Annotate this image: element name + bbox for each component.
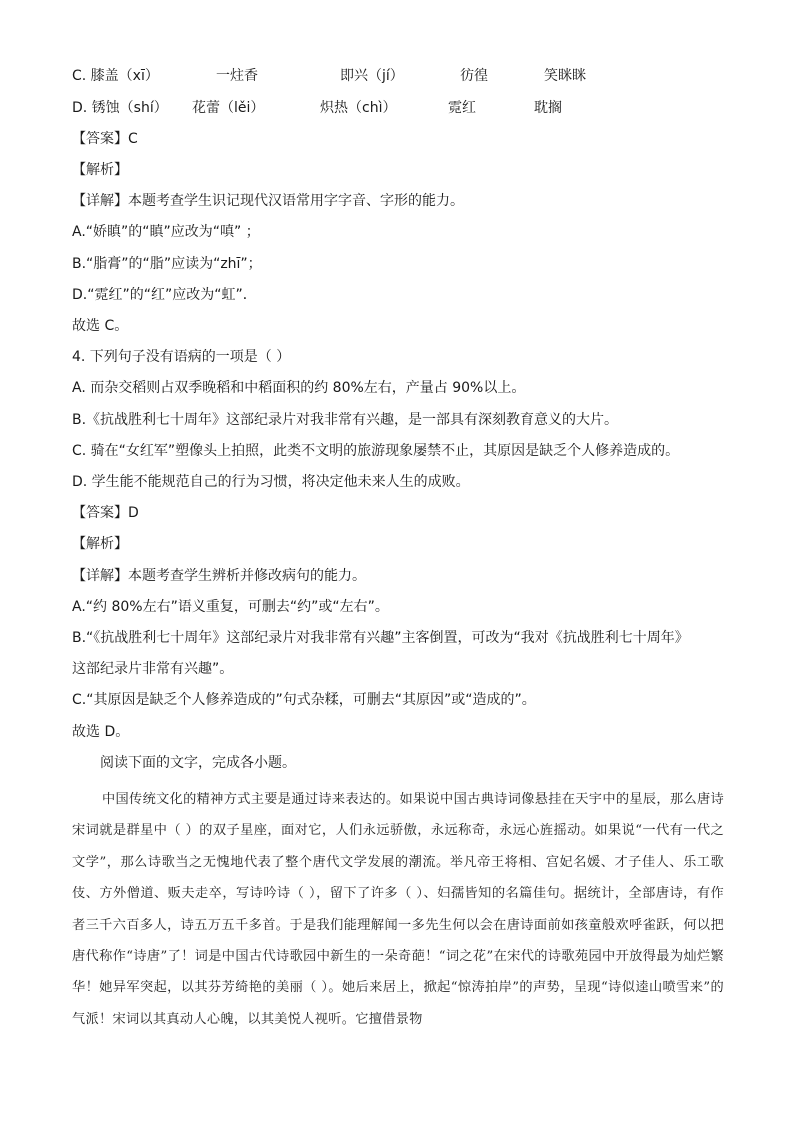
q4-answer: 【答案】D (72, 505, 139, 521)
reading-instructions: 阅读下面的文字，完成各小题。 (100, 755, 296, 771)
q3-point-d: D.“霓红”的“红”应改为“虹”． (72, 287, 257, 303)
q4-point-b: B.“《抗战胜利七十周年》这部纪录片对我非常有兴趣”主客倒置，可改为“我对《抗战胜利七十周年》 (72, 630, 689, 646)
option-d-label: D. 锈蚀（shí） (72, 100, 168, 116)
q3-point-a: A.“娇瞋”的“瞋”应改为“嗔” ； (72, 224, 260, 240)
q3-conclusion: 故选 C。 (72, 318, 129, 334)
q4-point-b-continued: 这部纪录片非常有兴趣”。 (72, 661, 234, 677)
option-c-label: C. 膝盖（xī） (72, 68, 159, 84)
q4-option-b: B.《抗战胜利七十周年》这部纪录片对我非常有兴趣，是一部具有深刻教育意义的大片。 (72, 412, 619, 428)
q3-answer: 【答案】C (72, 131, 138, 147)
q4-option-a: A. 而杂交稻则占双季晚稻和中稻面积的约 80%左右，产量占 90%以上。 (72, 380, 526, 396)
q4-stem: 4. 下列句子没有语病的一项是（ ） (72, 349, 291, 365)
q3-option-d-row (72, 98, 722, 118)
option-c-word-4: 彷徨 (460, 68, 488, 84)
option-c-word-5: 笑眯眯 (544, 68, 586, 84)
q3-option-c-row (72, 66, 722, 86)
q4-point-a: A.“约 80%左右”语义重复，可删去“约”或“左右”。 (72, 599, 389, 615)
option-d-word-3: 炽热（chì） (320, 100, 397, 116)
q4-point-c: C.“其原因是缺乏个人修养造成的”句式杂糅，可删去“其原因”或“造成的”。 (72, 692, 536, 708)
q4-option-d: D. 学生能不能规范自己的行为习惯，将决定他未来人生的成败。 (72, 474, 470, 490)
q4-analysis-heading: 【解析】 (72, 536, 128, 552)
option-c-word-2: 一炷香 (216, 68, 258, 84)
option-d-word-4: 霓红 (448, 100, 476, 116)
q4-conclusion: 故选 D。 (72, 724, 130, 740)
q3-detail: 【详解】本题考查学生识记现代汉语常用字字音、字形的能力。 (72, 193, 464, 209)
option-d-word-2: 花蕾（lěi） (192, 100, 265, 116)
reading-passage: 中国传统文化的精神方式主要是通过诗来表达的。如果说中国古典诗词像悬挂在天宇中的星辰，那么唐诗宋词就是群星中（ ）的双子星座，面对它，人们永远骄傲，永远称奇，永远心旌摇动。如果说“一代有一代之文学”，那么诗歌当之无愧地代表了整个唐代文学发展的潮流。举凡帝王将相、宫妃名媛、才子佳人、乐工歌伎、方外僧道、贩夫走卒，写诗吟诗（ ），留下了许多（ ）、妇孺皆知的名篇佳句。据统计，全部唐诗，有作者三千六百多人，诗五万五千多首。于是我们能理解闻一多先生何以会在唐诗面前如孩童般欢呼雀跃，何以把唐代称作“诗唐”了！词是中国古代诗歌园中新生的一朵奇葩！“词之花”在宋代的诗歌苑园中开放得最为灿烂繁华！她异军突起，以其芬芳绮艳的美丽（ ）。她后来居上，掀起“惊涛拍岸”的声势，呈现“诗似逵山喷雪来”的气派！宋词以其真动人心魄，以其美悦人视听。它擅借景物 (72, 792, 724, 1027)
q4-detail: 【详解】本题考查学生辨析并修改病句的能力。 (72, 568, 366, 584)
q3-analysis-heading: 【解析】 (72, 162, 128, 178)
option-c-word-3: 即兴（jí） (340, 68, 404, 84)
q4-option-c: C. 骑在“女红军”塑像头上拍照，此类不文明的旅游现象屡禁不止，其原因是缺乏个人修养造成的。 (72, 443, 680, 459)
q3-point-b: B.“脂膏”的“脂”应读为“zhī”； (72, 256, 262, 272)
option-d-word-5: 耽搁 (534, 100, 562, 116)
